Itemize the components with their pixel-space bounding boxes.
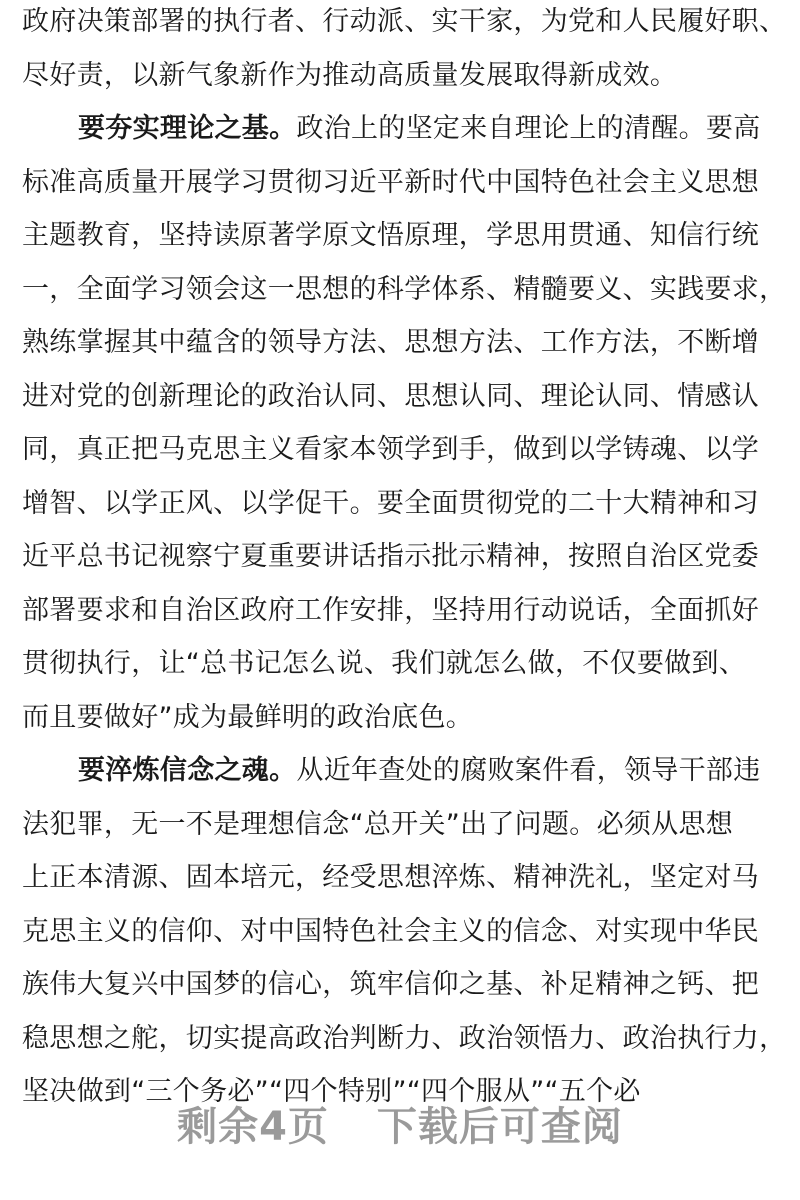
text-line: 部署要求和自治区政府工作安排，坚持用行动说话，全面抓好 bbox=[22, 594, 760, 626]
text-line: 稳思想之舵，切实提高政治判断力、政治领悟力、政治执行力， bbox=[22, 1022, 787, 1054]
text-line: 标准高质量开展学习贯彻习近平新时代中国特色社会主义思想 bbox=[22, 166, 760, 198]
paragraph-1 bbox=[22, 0, 800, 102]
text-line: 而且要做好”成为最鲜明的政治底色。 bbox=[22, 701, 474, 733]
text-line: 尽好责，以新气象新作为推动高质量发展取得新成效。 bbox=[22, 59, 678, 91]
text-line: 克思主义的信仰、对中国特色社会主义的信念、对实现中华民 bbox=[22, 915, 760, 947]
text-line: 近平总书记视察宁夏重要讲话指示批示精神，按照自治区党委 bbox=[22, 541, 760, 572]
paragraph-heading: 要淬炼信念之魂。 bbox=[78, 755, 297, 786]
paragraph-3 bbox=[22, 744, 800, 1119]
text-line: 同，真正把马克思主义看家本领学到手，做到以学铸魂、以学 bbox=[22, 434, 760, 465]
text-line: 主题教育，坚持读原著学原文悟原理，学思用贯通、知信行统 bbox=[22, 220, 760, 251]
text-line bbox=[22, 102, 800, 156]
text-line: 上正本清源、固本培元，经受思想淬炼、精神洗礼，坚定对马 bbox=[22, 862, 760, 893]
text-line: 熟练掌握其中蕴含的领导方法、思想方法、工作方法，不断增 bbox=[22, 327, 760, 358]
text-line bbox=[22, 744, 800, 798]
text-span: 从近年查处的腐败案件看，领导干部违 bbox=[296, 755, 761, 786]
download-prompt[interactable] bbox=[0, 1095, 800, 1152]
text-line: 进对党的创新理论的政治认同、思想认同、理论认同、情感认 bbox=[22, 380, 760, 412]
remaining-pages-label: 剩余4页 bbox=[177, 1104, 329, 1150]
paragraph-2 bbox=[22, 102, 800, 744]
text-line: 法犯罪，无一不是理想信念“总开关”出了问题。必须从思想 bbox=[22, 808, 734, 840]
document-body bbox=[22, 0, 800, 1119]
text-line: 族伟大复兴中国梦的信心，筑牢信仰之基、补足精神之钙、把 bbox=[22, 969, 760, 1000]
text-line: 贯彻执行，让“总书记怎么说、我们就怎么做，不仅要做到、 bbox=[22, 648, 747, 679]
text-line: 一，全面学习领会这一思想的科学体系、精髓要义、实践要求， bbox=[22, 273, 787, 305]
paragraph-heading: 要夯实理论之基。 bbox=[78, 113, 297, 144]
text-line: 政府决策部署的执行者、行动派、实干家，为党和人民履好职、 bbox=[22, 6, 787, 37]
download-to-view-label[interactable]: 下载后可查阅 bbox=[376, 1104, 623, 1150]
text-span: 政治上的坚定来自理论上的清醒。要高 bbox=[296, 113, 761, 144]
text-line: 坚决做到“三个务必”“四个特别”“四个服从”“五个必 bbox=[22, 1076, 641, 1107]
text-line: 增智、以学正风、以学促干。要全面贯彻党的二十大精神和习 bbox=[22, 487, 760, 519]
